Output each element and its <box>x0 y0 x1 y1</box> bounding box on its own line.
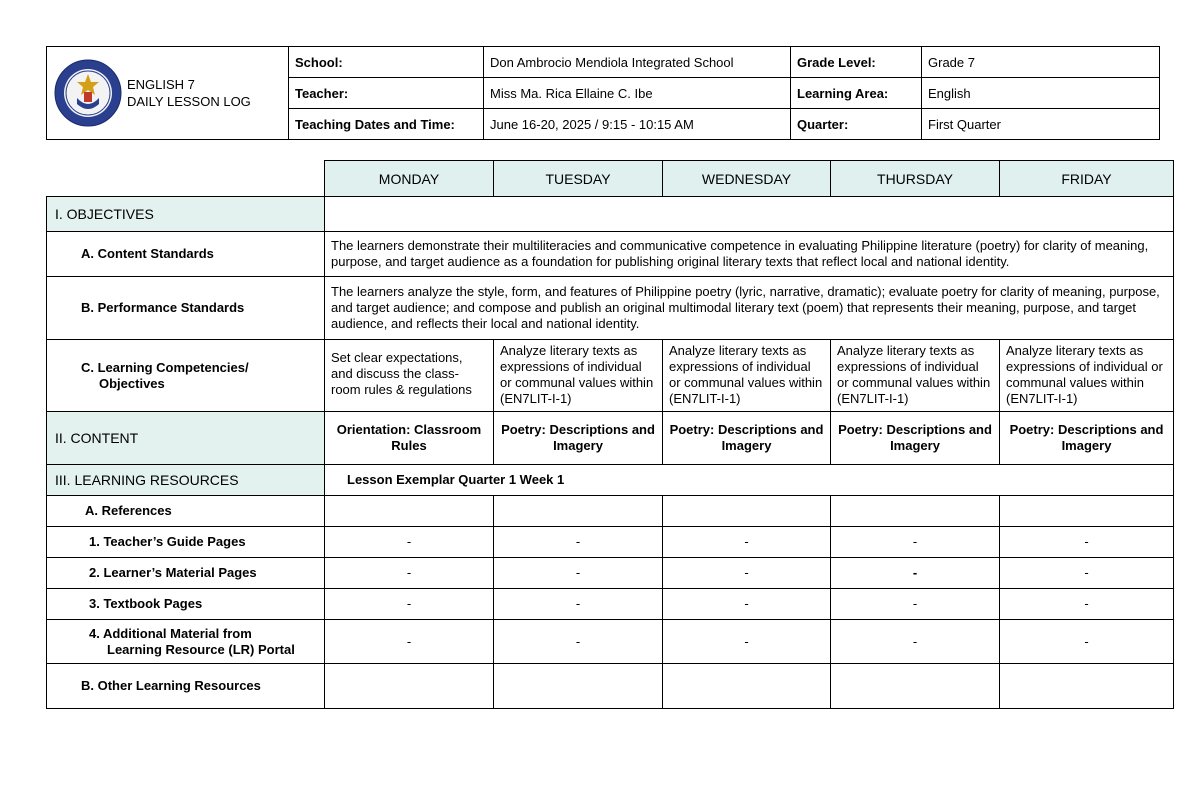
competency-monday: Set clear expectations, and discuss the class-room rules & regulations <box>325 340 494 412</box>
lesson-log-table <box>46 160 1174 709</box>
competency-friday: Analyze literary texts as expressions of individual or communal values within (EN7LIT-I-1) <box>1000 340 1174 412</box>
tb-thursday: - <box>831 589 1000 620</box>
ref-blank-1 <box>325 496 494 527</box>
teacher-label: Teacher: <box>289 78 484 109</box>
competencies-label-line2: Objectives <box>99 375 165 391</box>
ref-blank-5 <box>1000 496 1174 527</box>
day-monday: MONDAY <box>325 161 494 197</box>
lr-friday: - <box>1000 620 1174 664</box>
school-value: Don Ambrocio Mendiola Integrated School <box>484 47 791 78</box>
tb-tuesday: - <box>494 589 663 620</box>
performance-standards-label: B. Performance Standards <box>47 277 325 340</box>
day-wednesday: WEDNESDAY <box>663 161 831 197</box>
references-label: A. References <box>47 496 325 527</box>
content-standards-text: The learners demonstrate their multiliteracies and communicative competence in evaluating Philippine literature (poetry) for clarity of meaning, purpose, and target audience as a foundation for publishing original literary texts that reflect local and national identity. <box>325 232 1174 277</box>
objectives-blank <box>325 197 1174 232</box>
dates-label: Teaching Dates and Time: <box>289 109 484 140</box>
tg-friday: - <box>1000 527 1174 558</box>
content-wednesday: Poetry: Descriptions and Imagery <box>663 412 831 465</box>
other-resources-label: B. Other Learning Resources <box>47 664 325 709</box>
lr-portal-label-line1: 4. Additional Material from <box>89 625 252 641</box>
lr-portal-label-line2: Learning Resource (LR) Portal <box>107 641 295 657</box>
competencies-label <box>47 340 325 412</box>
day-tuesday: TUESDAY <box>494 161 663 197</box>
tg-thursday: - <box>831 527 1000 558</box>
title-line-2: DAILY LESSON LOG <box>127 94 251 109</box>
tg-monday: - <box>325 527 494 558</box>
area-label: Learning Area: <box>791 78 922 109</box>
other-blank-2 <box>494 664 663 709</box>
tb-friday: - <box>1000 589 1174 620</box>
lm-wednesday: - <box>663 558 831 589</box>
tb-wednesday: - <box>663 589 831 620</box>
lr-thursday: - <box>831 620 1000 664</box>
teacher-value: Miss Ma. Rica Ellaine C. Ibe <box>484 78 791 109</box>
lesson-exemplar: Lesson Exemplar Quarter 1 Week 1 <box>325 465 1174 496</box>
grade-label: Grade Level: <box>791 47 922 78</box>
tb-monday: - <box>325 589 494 620</box>
competency-tuesday: Analyze literary texts as expressions of individual or communal values within (EN7LIT-I-1) <box>494 340 663 412</box>
area-value: English <box>922 78 1160 109</box>
logo-title-cell <box>47 47 289 140</box>
competency-thursday: Analyze literary texts as expressions of individual or communal values within (EN7LIT-I-1) <box>831 340 1000 412</box>
corner-blank <box>47 161 325 197</box>
title-line-1: ENGLISH 7 <box>127 77 195 92</box>
quarter-label: Quarter: <box>791 109 922 140</box>
lm-pages-label: 2. Learner’s Material Pages <box>47 558 325 589</box>
content-heading: II. CONTENT <box>47 412 325 465</box>
dates-value: June 16-20, 2025 / 9:15 - 10:15 AM <box>484 109 791 140</box>
content-thursday: Poetry: Descriptions and Imagery <box>831 412 1000 465</box>
ref-blank-3 <box>663 496 831 527</box>
competency-wednesday: Analyze literary texts as expressions of individual or communal values within (EN7LIT-I-1) <box>663 340 831 412</box>
lm-monday: - <box>325 558 494 589</box>
lm-friday: - <box>1000 558 1174 589</box>
lm-thursday: - <box>831 558 1000 589</box>
other-blank-1 <box>325 664 494 709</box>
school-label: School: <box>289 47 484 78</box>
other-blank-4 <box>831 664 1000 709</box>
content-friday: Poetry: Descriptions and Imagery <box>1000 412 1174 465</box>
tg-tuesday: - <box>494 527 663 558</box>
header-table <box>46 46 1160 140</box>
content-standards-label: A. Content Standards <box>47 232 325 277</box>
deped-seal-icon <box>53 58 123 128</box>
lr-wednesday: - <box>663 620 831 664</box>
grade-value: Grade 7 <box>922 47 1160 78</box>
competencies-label-line1: C. Learning Competencies/ <box>81 359 249 375</box>
tg-wednesday: - <box>663 527 831 558</box>
lr-monday: - <box>325 620 494 664</box>
content-monday: Orientation: Classroom Rules <box>325 412 494 465</box>
lr-tuesday: - <box>494 620 663 664</box>
objectives-heading: I. OBJECTIVES <box>47 197 325 232</box>
lr-portal-label <box>47 620 325 664</box>
other-blank-3 <box>663 664 831 709</box>
day-thursday: THURSDAY <box>831 161 1000 197</box>
textbook-pages-label: 3. Textbook Pages <box>47 589 325 620</box>
tg-pages-label: 1. Teacher’s Guide Pages <box>47 527 325 558</box>
other-blank-5 <box>1000 664 1174 709</box>
lm-tuesday: - <box>494 558 663 589</box>
content-tuesday: Poetry: Descriptions and Imagery <box>494 412 663 465</box>
day-friday: FRIDAY <box>1000 161 1174 197</box>
quarter-value: First Quarter <box>922 109 1160 140</box>
resources-heading: III. LEARNING RESOURCES <box>47 465 325 496</box>
ref-blank-2 <box>494 496 663 527</box>
ref-blank-4 <box>831 496 1000 527</box>
performance-standards-text: The learners analyze the style, form, and features of Philippine poetry (lyric, narrative, dramatic); evaluate poetry for clarity of meaning, purpose, and target audience; and compose and publish an original multimodal literary text (poem) that represents their meaning, purpose, and target audience, and reflects their local and national identity. <box>325 277 1174 340</box>
